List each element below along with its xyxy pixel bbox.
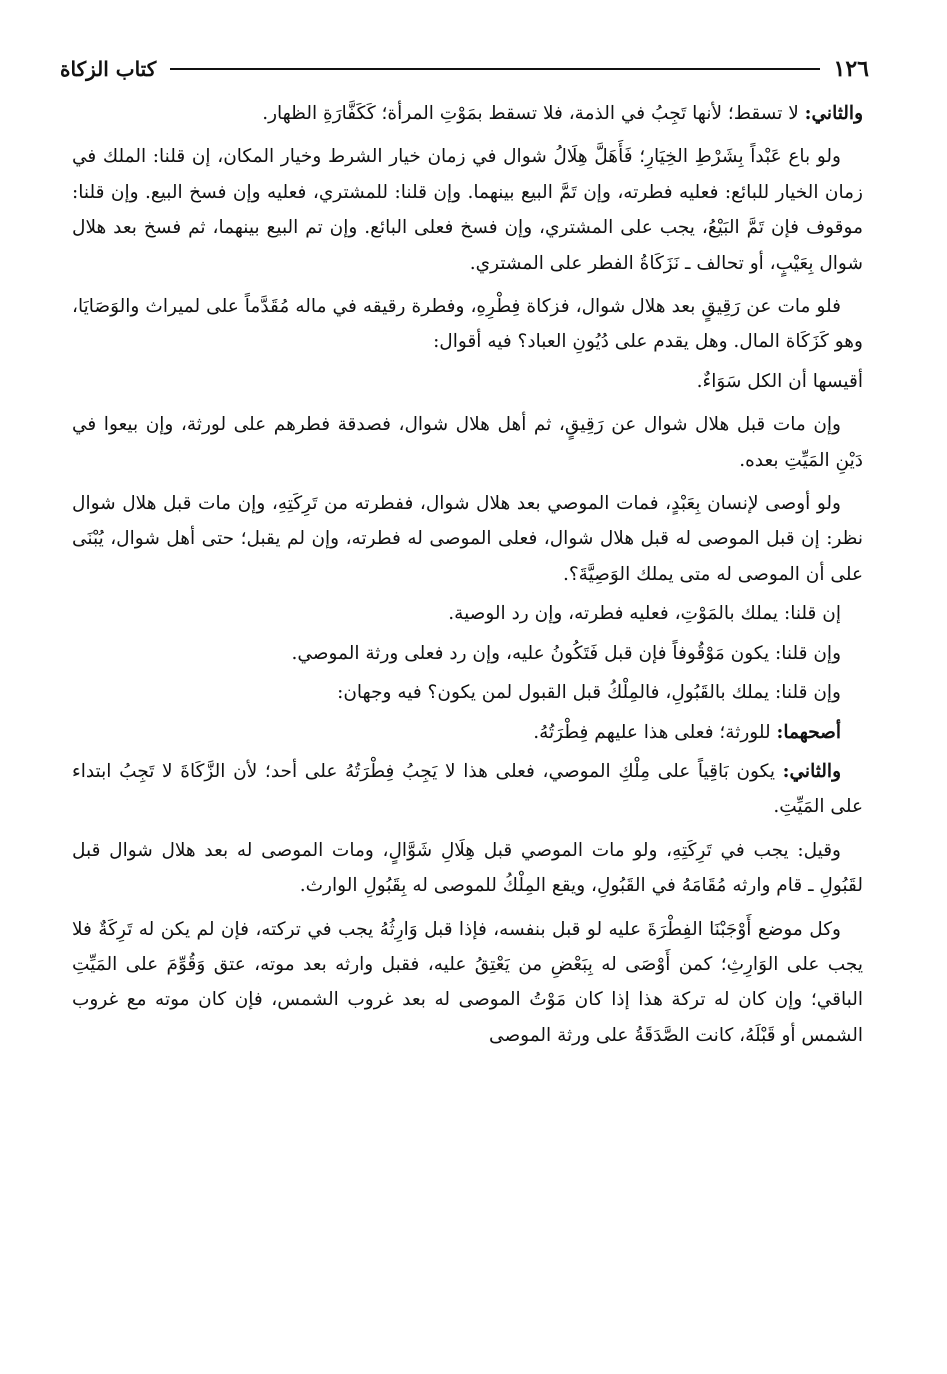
paragraph-text: يكون بَاقِياً على مِلْكِ الموصي، فعلى هذا لا يَجِبُ فِطْرَتُهُ على أحد؛ لأن الزَّكَاةَ لا تَجِبُ ابتداء على المَيِّتِ. (72, 760, 863, 818)
paragraph (72, 912, 863, 1054)
paragraph (72, 96, 863, 131)
header-rule (170, 68, 819, 70)
paragraph (72, 139, 863, 281)
paragraph (72, 754, 863, 825)
paragraph (72, 636, 863, 671)
paragraph-text: أقيسها أن الكل سَوَاءٌ. (696, 370, 863, 392)
paragraph (72, 675, 863, 710)
paragraph-text: ولو أوصى لإنسان بِعَبْدٍ، فمات الموصي بعد هلال شوال، ففطرته من تَرِكَتِهِ، وإن مات قبل هلال شوال نظر: إن قبل الموصى له قبل هلال شوال، فعلى الموصى له فطرته، وإن لم يقبل؛ حتى أهل شوال، يُبْنَى على أن الموصى له متى يملك الوَصِيَّةَ؟. (72, 493, 863, 585)
paragraph-text: وقيل: يجب في تَرِكَتِهِ، ولو مات الموصي قبل هِلَالِ شَوَّالٍ، ومات الموصى له بعد هلال شوال قبل لقَبُولِ ـ قام وارثه مُقَامَهُ في القَبُولِ، ويقع المِلْكُ للموصى له بِقَبُولِ الوارث. (72, 839, 863, 897)
paragraph (72, 407, 863, 478)
paragraph (72, 486, 863, 592)
paragraph (72, 364, 863, 399)
paragraph-text: وكل موضع أَوْجَبْنَا الفِطْرَةَ عليه لو قبل بنفسه، فإذا قبل وَارِثُهُ يجب في تركته، فإن لم يكن له تَرِكَةٌ فلا يجب على الوَارِثِ؛ كمن أَوْصَى له بِبَعْضِ من يَعْتِقُ عليه، فقبل وارثه بعد موته، عتق وَقُوِّمَ على المَيِّتِ الباقي؛ وإن كان له تركة هذا إذا كان مَوْتُ الموصى له بعد غروب الشمس، فإن كان موته مع غروب الشمس أو قَبْلَهُ، كانت الصَّدَقَةُ على ورثة الموصى (72, 918, 863, 1046)
paragraph-lead: والثاني: (782, 760, 841, 782)
paragraph-text: وإن قلنا: يملك بالقَبُولِ، فالمِلْكُ قبل القبول لمن يكون؟ فيه وجهان: (337, 682, 841, 704)
paragraph-text: لا تسقط؛ لأنها تَجِبُ في الذمة، فلا تسقط بمَوْتِ المرأة؛ كَكَفَّارَةِ الظهار. (262, 103, 805, 124)
paragraph-text: للورثة؛ فعلى هذا عليهم فِطْرَتُهُ. (533, 721, 777, 743)
body-text (72, 96, 863, 1057)
paragraph (72, 833, 863, 904)
paragraph (72, 596, 863, 631)
paragraph-text: ولو باع عَبْداً بِشَرْطِ الخِيَارِ؛ فَأَهَلَّ هِلَالُ شوال في زمان خيار الشرط وخيار المكان، إن قلنا: الملك في زمان الخيار للبائع: فعليه فطرته، وإن تَمَّ البيع بينهما. وإن قلنا: للمشتري، فعليه وإن فسخ البيع. وإن قلنا: موقوف فإن تَمَّ البَيْعُ، يجب على المشتري، وإن فسخ فعلى البائع. وإن تم البيع بينهما، ثم فسخ بعد هلال شوال بِعَيْبٍ، أو تحالف ـ نَزَكَاةُ الفطر على المشتري. (72, 146, 863, 274)
paragraph-text: إن قلنا: يملك بالمَوْتِ، فعليه فطرته، وإن رد الوصية. (448, 603, 841, 625)
page-number: ١٢٦ (833, 56, 869, 82)
paragraph-lead: أصحهما: (776, 721, 841, 743)
paragraph-text: وإن قلنا: يكون مَوْقُوفاً فإن قبل فَتَكُونُ عليه، وإن رد فعلى ورثة الموصي. (291, 642, 841, 664)
paragraph (72, 715, 863, 750)
paragraph-lead: والثاني: (804, 103, 863, 124)
paragraph-text: وإن مات قبل هلال شوال عن رَقِيقٍ، ثم أهل هلال شوال، فصدقة فطرهم على لورثة، وإن بيعوا في دَيْنِ المَيِّتِ بعده. (72, 414, 863, 471)
paragraph-text: فلو مات عن رَقِيقٍ بعد هلال شوال، فزكاة فِطْرِهِ، وفطرة رقيقه في ماله مُقَدَّماً على لميراث والوَصَايَا، وهو كَزَكَاة المال. وهل يقدم على دُيُونِ العباد؟ فيه أقوال: (72, 296, 863, 353)
running-header (60, 52, 869, 86)
book-title: كتاب الزكاة (60, 57, 157, 81)
paragraph (72, 289, 863, 360)
